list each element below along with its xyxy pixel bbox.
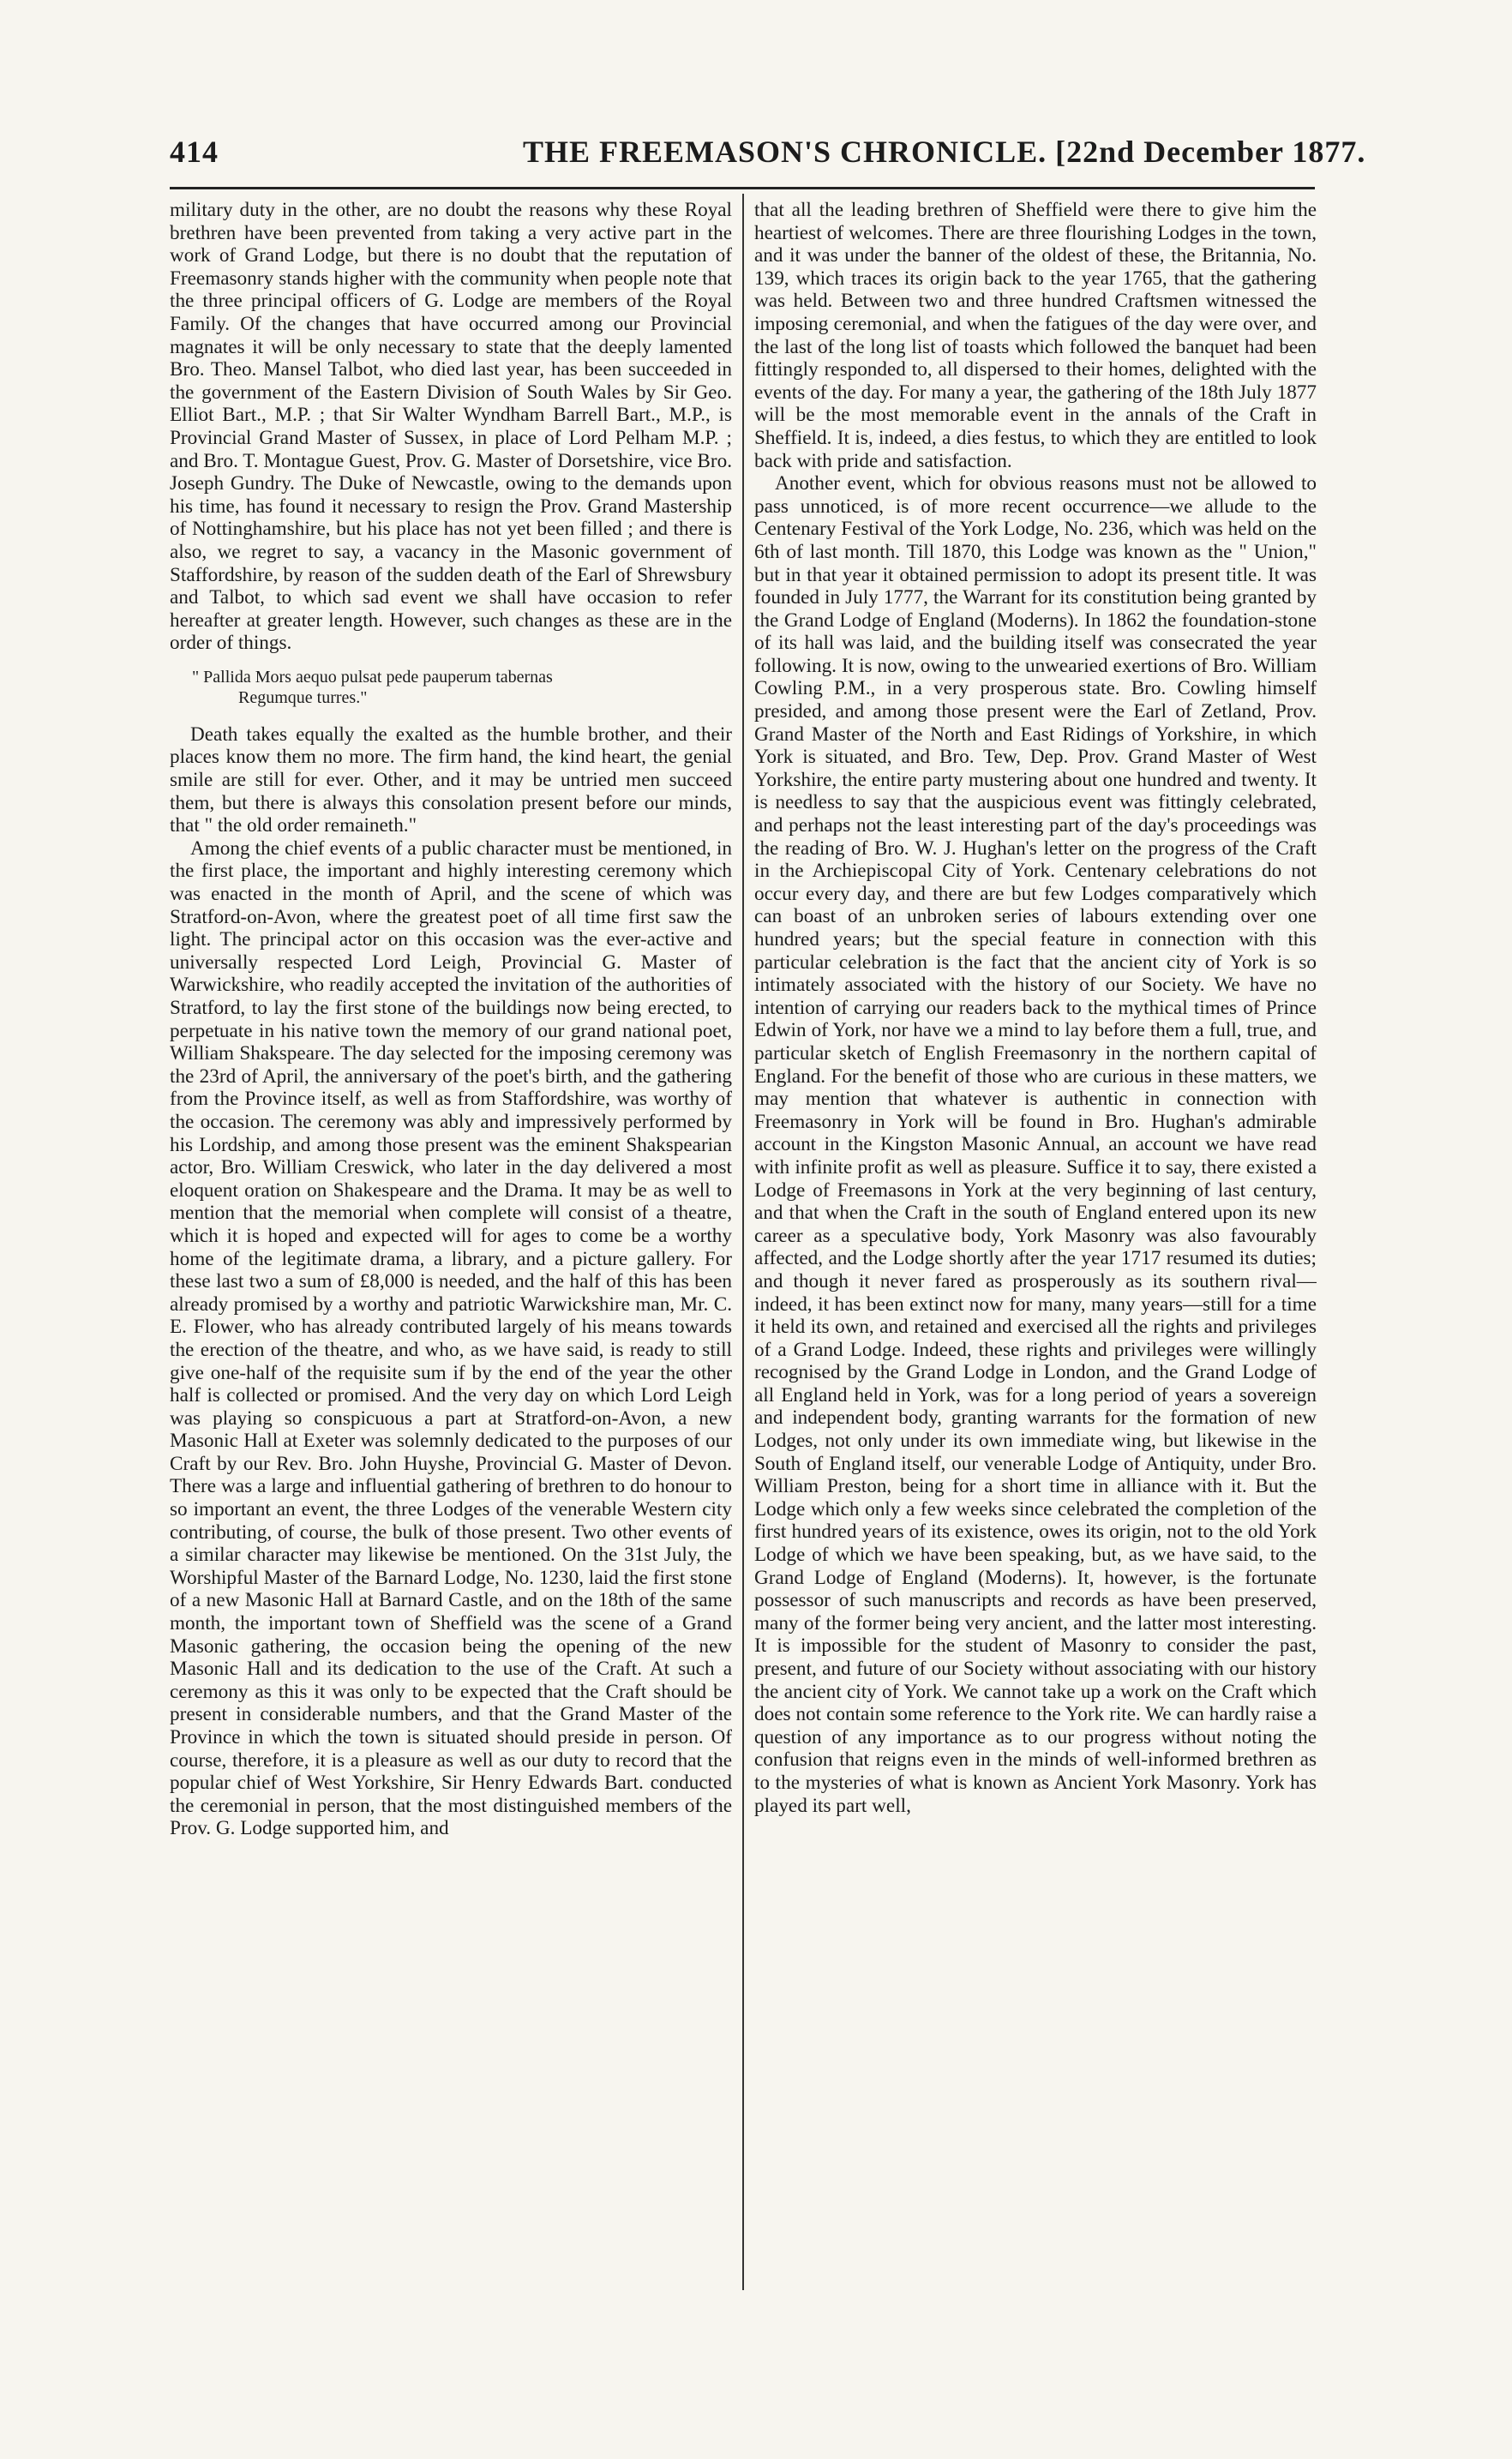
article-paragraph: military duty in the other, are no doubt the reasons why these Royal brethren have been prevented from taking a very active part in the work of Grand Lodge, but there is no doubt that the reputation of Freemasonry stands higher with the community when people note that the three principal officers of G. Lodge are members of the Royal Family. Of the changes that have occurred among our Provincial magnates it will be only necessary to state that the deeply lamented Bro. Theo. Mansel Talbot, who died last year, has been succeeded in the government of the Eastern Division of South Wales by Sir Geo. Elliot Bart., M.P. ; that Sir Walter Wyndham Barrell Bart., M.P., is Provincial Grand Master of Sussex, in place of Lord Pelham M.P. ; and Bro. T. Montague Guest, Prov. G. Master of Dorsetshire, vice Bro. Joseph Gundry. The Duke of Newcastle, owing to the demands upon his time, has found it necessary to resign the Prov. Grand Mastership of Nottinghamshire, but his place has not yet been filled ; and there is also, we regret to say, a vacancy in the Masonic government of Staffordshire, by reason of the sudden death of the Earl of Shrewsbury and Talbot, to which sad event we shall have occasion to refer hereafter at greater length. However, such changes as these are in the order of things. (170, 199, 732, 655)
article-paragraph: Among the chief events of a public character must be mentioned, in the first place, the important and highly interesting ceremony which was enacted in the month of April, and the scene of which was Stratford-on-Avon, where the greatest poet of all time first saw the light. The principal actor on this occasion was the ever-active and universally respected Lord Leigh, Provincial G. Master of Warwickshire, who readily accepted the invitation of the authorities of Stratford, to lay the first stone of the buildings now being erected, to perpetuate in his native town the memory of our grand national poet, William Shakspeare. The day selected for the imposing ceremony was the 23rd of April, the anniversary of the poet's birth, and the gathering from the Province itself, as well as from Staffordshire, was worthy of the occasion. The ceremony was ably and impressively performed by his Lordship, and among those present was the eminent Shakspearian actor, Bro. William Creswick, who later in the day delivered a most eloquent oration on Shakespeare and the Drama. It may be as well to mention that the memorial when complete will consist of a theatre, which it is hoped and expected will for ages to come be a worthy home of the legitimate drama, a library, and a picture gallery. For these last two a sum of £8,000 is needed, and the half of this has been already promised by a worthy and patriotic Warwickshire man, Mr. C. E. Flower, who has already contributed largely of his means towards the erection of the theatre, and who, as we have said, is ready to still give one-half of the requisite sum if by the end of the year the other half is collected or promised. And the very day on which Lord Leigh was playing so conspicuous a part at Stratford-on-Avon, a new Masonic Hall at Exeter was solemnly dedicated to the purposes of our Craft by our Rev. Bro. John Huyshe, Provincial G. Master of Devon. There was a large and influential gathering of brethren to do honour to so important an event, the three Lodges of the venerable Western city contributing, of course, the bulk of those present. Two other events of a similar character may likewise be mentioned. On the 31st July, the Worshipful Master of the Barnard Lodge, No. 1230, laid the first stone of a new Masonic Hall at Barnard Castle, and on the 18th of the same month, the important town of Sheffield was the scene of a Grand Masonic gathering, the occasion being the opening of the new Masonic Hall and its dedication to the use of the Craft. At such a ceremony as this it was only to be expected that the Craft should be present in considerable numbers, and that the Grand Master of the Province in which the town is situated should preside in person. Of course, therefore, it is a pleasure as well as our duty to record that the popular chief of West Yorkshire, Sir Henry Edwards Bart. conducted the ceremonial in person, that the most distinguished members of the Prov. G. Lodge supported him, and (170, 837, 732, 1840)
page-number: 414 (170, 135, 219, 169)
quote-line: " Pallida Mors aequo pulsat pede pauperum tabernas (192, 667, 553, 687)
latin-quote (170, 667, 732, 708)
right-column (754, 199, 1317, 2290)
article-paragraph: Another event, which for obvious reasons must not be allowed to pass unnoticed, is of more recent occurrence—we allude to the Centenary Festival of the York Lodge, No. 236, which was held on the 6th of last month. Till 1870, this Lodge was known as the " Union," but in that year it obtained permission to adopt its present title. It was founded in July 1777, the Warrant for its constitution being granted by the Grand Lodge of England (Moderns). In 1862 the foundation-stone of its hall was laid, and the building itself was consecrated the year following. It is now, owing to the unwearied exertions of Bro. William Cowling P.M., in a very prosperous state. Bro. Cowling himself presided, and among those present were the Earl of Zetland, Prov. Grand Master of the North and East Ridings of Yorkshire, in which York is situated, and Bro. Tew, Dep. Prov. Grand Master of West Yorkshire, the entire party mustering about one hundred and twenty. It is needless to say that the auspicious event was fittingly celebrated, and perhaps not the least interesting part of the day's proceedings was the reading of Bro. W. J. Hughan's letter on the progress of the Craft in the Archiepiscopal City of York. Centenary celebrations do not occur every day, and there are but few Lodges comparatively which can boast of an unbroken series of labours extending over one hundred years; but the special feature in connection with this particular celebration is the fact that the ancient city of York is so intimately associated with the history of our Society. We have no intention of carrying our readers back to the mythical times of Prince Edwin of York, nor have we a mind to lay before them a full, true, and particular sketch of English Freemasonry in the northern capital of England. For the benefit of those who are curious in these matters, we may mention that whatever is authentic in connection with Freemasonry in York will be found in Bro. Hughan's admirable account in the Kingston Masonic Annual, an account we have read with infinite profit as well as pleasure. Suffice it to say, there existed a Lodge of Freemasons in York at the very beginning of last century, and that when the Craft in the south of England entered upon its new career as a speculative body, York Masonry was also favourably affected, and the Lodge shortly after the year 1717 resumed its duties; and though it never fared as prosperously as its southern rival—indeed, it has been extinct now for many, many years—still for a time it held its own, and retained and exercised all the rights and privileges of a Grand Lodge. Indeed, these rights and privileges were willingly recognised by the Grand Lodge in London, and the Grand Lodge of all England held in York, was for a long period of years a sovereign and independent body, granting warrants for the formation of new Lodges, not only under its own immediate wing, but likewise in the South of England itself, our venerable Lodge of Antiquity, under Bro. William Preston, being for a short time in alliance with it. But the Lodge which only a few weeks since celebrated the completion of the first hundred years of its existence, owes its origin, not to the old York Lodge of which we have been speaking, but, as we have said, to the Grand Lodge of England (Moderns). It, however, is the fortunate possessor of such manuscripts and records as have been preserved, many of the former being very ancient, and the latter most interesting. It is impossible for the student of Masonry to consider the past, present, and future of our Society without associating with our history the ancient city of York. We cannot take up a work on the Craft which does not contain some reference to the York rite. We can hardly raise a question of any importance as to our progress without noting the confusion that reigns even in the minds of well-informed brethren as to the mysteries of what is known as Ancient York Masonry. York has played its part well, (754, 472, 1317, 1817)
masthead-title: THE FREEMASON'S CHRONICLE. [22nd December 1877. (523, 135, 1366, 169)
page-header (170, 129, 1366, 189)
column-divider (742, 194, 744, 2290)
left-column (170, 199, 732, 2290)
article-paragraph: that all the leading brethren of Sheffield were there to give him the heartiest of welcomes. There are three flourishing Lodges in the town, and it was under the banner of the oldest of these, the Britannia, No. 139, which traces its origin back to the year 1765, that the gathering was held. Between two and three hundred Craftsmen witnessed the imposing ceremonial, and when the fatigues of the day were over, and the last of the long list of toasts which followed the banquet had been fittingly responded to, all dispersed to their homes, delighted with the events of the day. For many a year, the gathering of the 18th July 1877 will be the most memorable event in the annals of the Craft in Sheffield. It is, indeed, a dies festus, to which they are entitled to look back with pride and satisfaction. (754, 199, 1317, 472)
header-rule (170, 187, 1315, 189)
article-paragraph: Death takes equally the exalted as the humble brother, and their places know them no more. The firm hand, the kind heart, the genial smile are still for ever. Other, and it may be untried men succeed them, but there is always this consolation present before our minds, that " the old order remaineth." (170, 723, 732, 837)
quote-line: Regumque turres." (238, 687, 368, 707)
